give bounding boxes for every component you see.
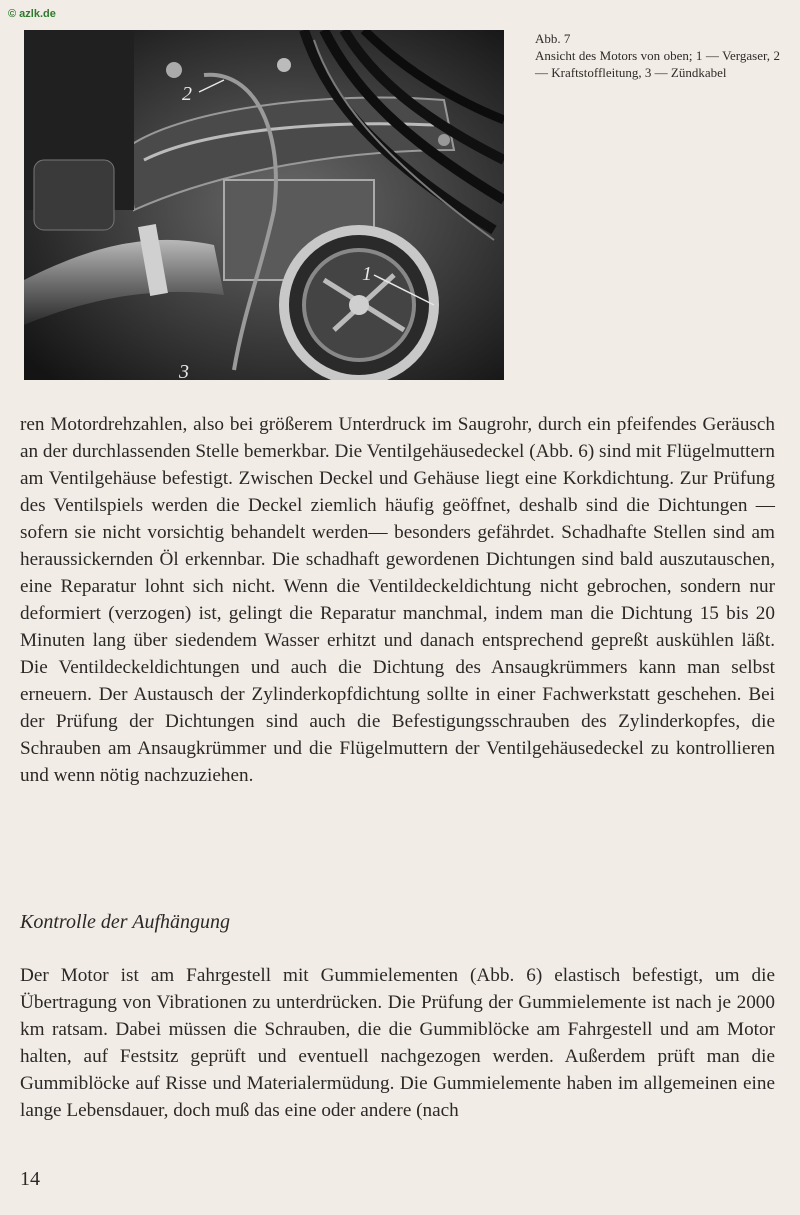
- label-zuendkabel: 3: [179, 361, 189, 380]
- section-heading: Kontrolle der Aufhängung: [20, 911, 230, 933]
- body-paragraph-2: Der Motor ist am Fahrgestell mit Gummielementen (Abb. 6) elastisch befestigt, um die Übertragung von Vibrationen zu unterdrücken. Die Prüfung der Gummielemente ist nach je 2000 km ratsam. Dabei müssen die Schrauben, die die Gummiblöcke am Fahrgestell und am Motor halten, auf Festsitz geprüft und eventuell nachgezogen werden. Außerdem prüft man die Gummiblöcke auf Risse und Materialermüdung. Die Gummielemente haben im allgemeinen eine lange Lebensdauer, doch muß das eine oder andere (nach: [20, 965, 775, 1121]
- body-paragraph-1: ren Motordrehzahlen, also bei größerem Unterdruck im Saugrohr, durch ein pfeifendes Geräusch an der durchlassenden Stelle bemerkbar. Die Ventilgehäusedeckel (Abb. 6) sind mit Flügelmuttern am Ventilgehäuse befestigt. Zwischen Deckel und Gehäuse liegt eine Korkdichtung. Zur Prüfung des Ventilspiels werden die Deckel ziemlich häufig geöffnet, deshalb sind die Dichtungen — sofern sie nicht vorsichtig behandelt werden— besonders gefährdet. Schadhafte Stellen sind am heraussickernden Öl erkennbar. Die schadhaft gewordenen Dichtungen sind bald auszutauschen, eine Reparatur lohnt sich nicht. Wenn die Ventildeckeldichtung nicht gebrochen, sondern nur deformiert (verzogen) ist, gelingt die Reparatur manchmal, indem man die Dichtung 15 bis 20 Minuten lang über siedendem Wasser erhitzt und danach entsprechend gepreßt auskühlen läßt. Die Ventildeckeldichtungen und auch die Dichtung des Ansaugkrümmers kann man selbst erneuern. Der Austausch der Zylinderkopfdichtung sollte in einer Fachwerkstatt geschehen. Bei der Prüfung der Dichtungen sind auch die Befestigungsschrauben des Zylinderkopfes, die Schrauben am Ansaugkrümmer und die Flügelmuttern der Ventilgehäusedeckel zu kontrollieren und wenn nötig nachzuziehen.: [20, 414, 775, 786]
- engine-photo: [24, 30, 504, 380]
- label-kraftstoffleitung: 2: [182, 83, 192, 105]
- figure-caption-text: Ansicht des Motors von oben; 1 — Vergaser, 2 — Kraftstoffleitung, 3 — Zündkabel: [535, 48, 780, 80]
- label-vergaser: 1: [362, 263, 372, 285]
- watermark: © azlk.de: [8, 8, 56, 20]
- figure-caption: [535, 30, 780, 81]
- figure-title: Abb. 7: [535, 31, 571, 46]
- page-number: 14: [20, 1168, 40, 1190]
